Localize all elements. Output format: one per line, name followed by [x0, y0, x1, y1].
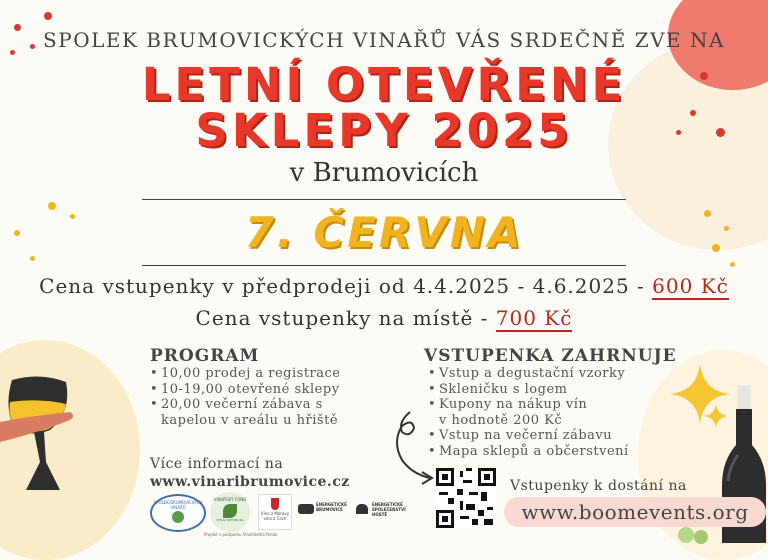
tickets-link[interactable]: www.boomevents.org: [504, 497, 766, 527]
energy-brumovice-logo: ENERGETICKÉ BRUMOVICE: [298, 500, 352, 520]
grape-icon: [694, 530, 708, 544]
vinari-logo: SPOLEK BRUMOVICKÝCH VINAŘŮ: [150, 494, 206, 532]
invite-line: SPOLEK BRUMOVICKÝCH VINAŘŮ VÁS SRDEČNĚ ZVE NA: [43, 28, 725, 52]
presale-text: Cena vstupenky v předprodeji od 4.4.2025 - 4.6.2025 -: [39, 274, 653, 298]
wine-region-logo: Víno z Moravy víno z Čech: [258, 494, 292, 530]
includes-list: [428, 366, 629, 459]
confetti-dot: [44, 12, 52, 20]
list-item: v hodnotě 200 Kč: [439, 412, 563, 428]
list-item: • Vstup a degustační vzorky: [428, 366, 626, 381]
presale-price-line: [0, 274, 768, 298]
leaf-icon: [223, 504, 237, 518]
list-item: • Vstup na večerní zábavu: [428, 428, 613, 443]
title-line-2: SKLEPY 2025: [195, 104, 573, 157]
list-item: • 10-19,00 otevřené sklepy: [150, 381, 340, 397]
onsite-price: 700 Kč: [495, 306, 573, 330]
includes-heading: VSTUPENKA ZAHRNUJE: [424, 346, 677, 366]
onsite-price-line: [0, 306, 768, 330]
title-line-1: LETNÍ OTEVŘENÉ: [141, 58, 627, 111]
divider-bottom: [142, 265, 626, 266]
tickets-label: Vstupenky k dostání na: [510, 478, 687, 494]
divider-top: [142, 199, 626, 200]
onsite-text: Cena vstupenky na místě -: [195, 306, 496, 330]
car-icon: [298, 504, 314, 514]
grape-icon: [172, 511, 184, 523]
place: v Brumovicích: [289, 158, 479, 188]
list-item: • 20,00 večerní zábava s: [150, 397, 323, 412]
list-item: • 10,00 prodej a registrace: [150, 366, 341, 381]
program-heading: PROGRAM: [150, 346, 260, 366]
list-item: • Mapa sklepů a občerstvení: [428, 443, 629, 459]
qr-code[interactable]: [436, 468, 496, 528]
program-list: [150, 366, 341, 428]
wine-glass-icon: [271, 498, 279, 510]
list-item: • Kupony na nákup vín: [428, 397, 588, 412]
list-item: kapelou v areálu u hřiště: [161, 412, 339, 428]
confetti-dot: [730, 262, 735, 267]
fond-note: Projekt s podporou Vinařského fondu: [204, 532, 278, 537]
arrow-doodle: [392, 408, 442, 488]
people-icon: [356, 504, 368, 514]
energy-hoste-logo: ENERGETICKÉ SPOLEČENSTVÍ HOSTĚ: [356, 500, 410, 520]
event-date: 7. ČERVNA: [244, 208, 524, 257]
more-info-link[interactable]: www.vinaribrumovice.cz: [150, 474, 350, 490]
presale-price: 600 Kč: [652, 274, 729, 298]
more-info-label: Více informací na: [150, 456, 284, 472]
wine-glass-illustration: [0, 372, 90, 492]
vinarsky-fond-logo: VINAŘSKÝ FOND ČESKÁ REPUBLIKA: [210, 492, 250, 532]
list-item: • Skleničku s logem: [428, 381, 568, 397]
grape-icon: [678, 527, 694, 543]
